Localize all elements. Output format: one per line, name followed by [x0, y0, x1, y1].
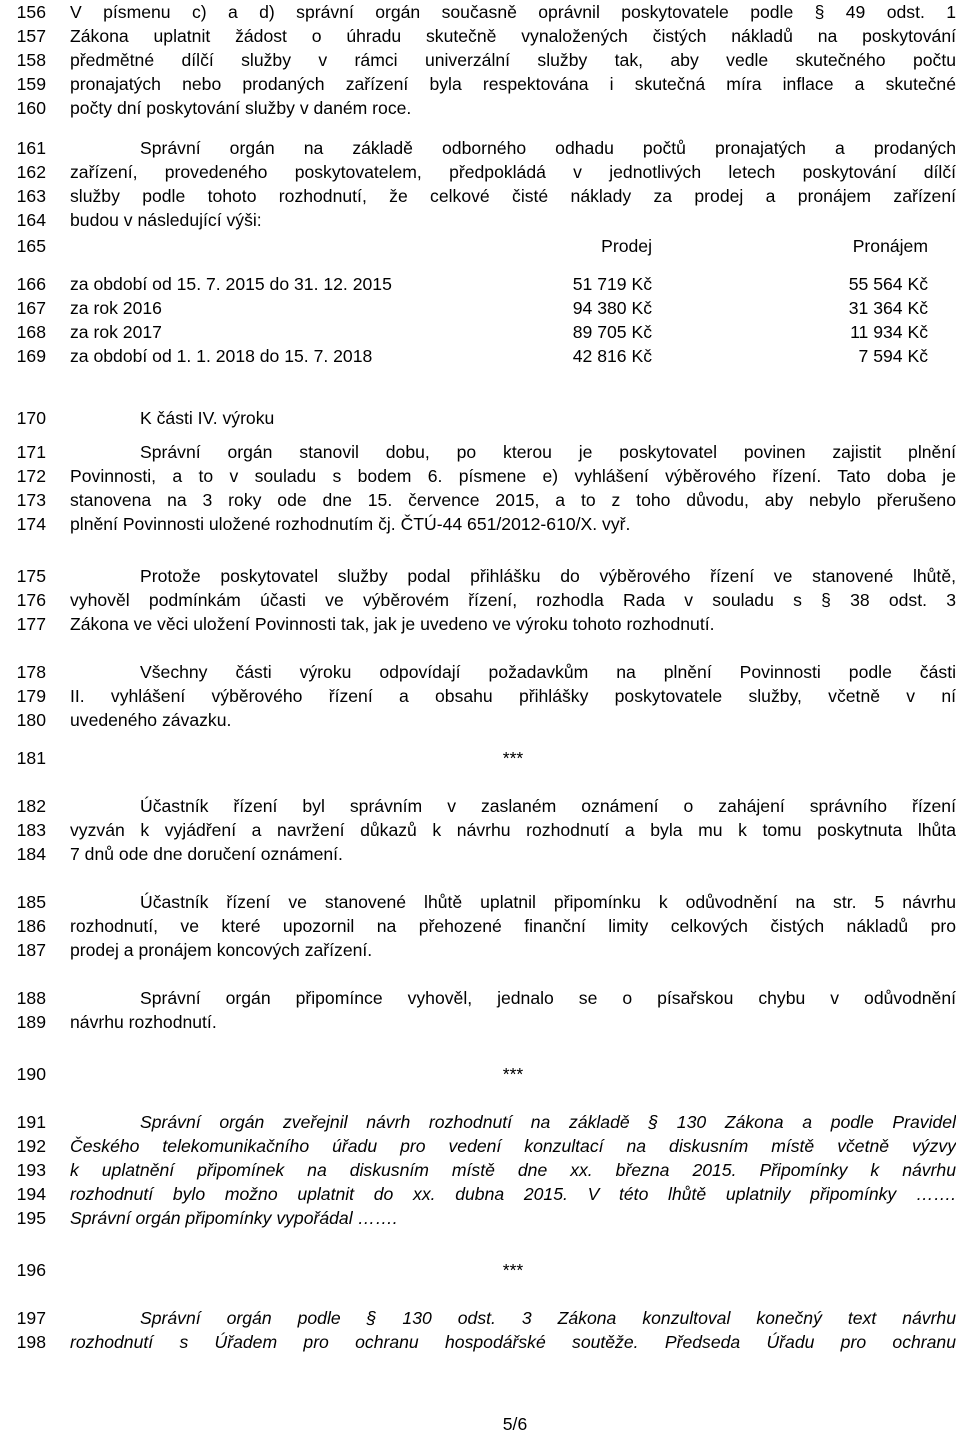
body-line: Správní orgán připomínce vyhověl, jednalo se o písařskou chybu v odůvodnění: [140, 988, 956, 1008]
table-row-pronajem: 31 364 Kč: [848, 298, 928, 318]
body-line: rozhodnutí, ve které upozornil na přehozené finanční limity celkových čistých nákladů pro: [70, 916, 956, 936]
body-line: Účastník řízení ve stanovené lhůtě uplatnil připomínku k odůvodnění na str. 5 návrhu: [140, 892, 956, 912]
line-number: 191: [16, 1112, 46, 1132]
line-number: 182: [16, 796, 46, 816]
line-number: 194: [16, 1184, 46, 1204]
body-line: Správní orgán stanovil dobu, po kterou je poskytovatel povinen zajistit plnění: [140, 442, 956, 462]
line-number: 167: [16, 298, 46, 318]
body-line: prodej a pronájem koncových zařízení.: [70, 940, 373, 960]
line-number: 197: [16, 1308, 46, 1328]
body-line: Protože poskytovatel služby podal přihlášku do výběrového řízení ve stanovené lhůtě,: [140, 566, 956, 586]
table-row-pronajem: 11 934 Kč: [850, 322, 928, 342]
body-line: pronajatých nebo prodaných zařízení byla respektována i skutečná míra inflace a skutečné: [70, 74, 956, 94]
line-number: 165: [16, 236, 46, 256]
line-number: 160: [16, 98, 46, 118]
body-line: rozhodnutí bylo možno uplatnit do xx. dubna 2015. V této lhůtě uplatnily připomínky …….: [70, 1184, 956, 1204]
line-number: 181: [16, 748, 46, 768]
table-row-period: za období od 15. 7. 2015 do 31. 12. 2015: [70, 274, 392, 294]
line-number: 173: [16, 490, 46, 510]
line-number: 180: [16, 710, 46, 730]
body-line: vyhověl podmínkám účasti ve výběrovém řízení, rozhodla Rada v souladu s § 38 odst. 3: [70, 590, 956, 610]
body-line: uvedeného závazku.: [70, 710, 232, 730]
line-number: 168: [16, 322, 46, 342]
body-line: II. vyhlášení výběrového řízení a obsahu přihlášky poskytovatele služby, včetně v ní: [70, 686, 956, 706]
body-line: rozhodnutí s Úřadem pro ochranu hospodářské soutěže. Předseda Úřadu pro ochranu: [70, 1332, 956, 1352]
section-separator: ***: [502, 748, 524, 768]
body-line: zařízení, provedeného poskytovatelem, předpokládá v jednotlivých letech poskytování dílčí: [70, 162, 956, 182]
page-number: 5/6: [502, 1414, 528, 1434]
section-separator: ***: [502, 1260, 524, 1280]
body-line: Povinnosti, a to v souladu s bodem 6. písmene e) vyhlášení výběrového řízení. Tato doba je: [70, 466, 956, 486]
table-row-prodej: 94 380 Kč: [572, 298, 652, 318]
section-separator: ***: [502, 1064, 524, 1084]
line-number: 157: [16, 26, 46, 46]
line-number: 163: [16, 186, 46, 206]
line-number: 196: [16, 1260, 46, 1280]
line-number: 162: [16, 162, 46, 182]
body-line: Zákona ve věci uložení Povinnosti tak, jak je uvedeno ve výroku tohoto rozhodnutí.: [70, 614, 715, 634]
body-line: V písmenu c) a d) správní orgán současně oprávnil poskytovatele podle § 49 odst. 1: [70, 2, 956, 22]
line-number: 179: [16, 686, 46, 706]
body-line: Všechny části výroku odpovídají požadavkům na plnění Povinnosti podle části: [140, 662, 956, 682]
line-number: 156: [16, 2, 46, 22]
body-line: Správní orgán na základě odborného odhadu počtů pronajatých a prodaných: [140, 138, 956, 158]
body-line: Účastník řízení byl správním v zaslaném oznámení o zahájení správního řízení: [140, 796, 956, 816]
line-number: 198: [16, 1332, 46, 1352]
line-number: 184: [16, 844, 46, 864]
body-line: Správní orgán zveřejnil návrh rozhodnutí na základě § 130 Zákona a podle Pravidel: [140, 1112, 956, 1132]
body-line: Českého telekomunikačního úřadu pro vedení konzultací na diskusním místě včetně výzvy: [70, 1136, 956, 1156]
table-row-prodej: 42 816 Kč: [572, 346, 652, 366]
body-line: 7 dnů ode dne doručení oznámení.: [70, 844, 343, 864]
line-number: 178: [16, 662, 46, 682]
line-number: 177: [16, 614, 46, 634]
table-header-prodej: Prodej: [601, 236, 652, 256]
line-number: 170: [16, 408, 46, 428]
line-number: 172: [16, 466, 46, 486]
table-row-period: za období od 1. 1. 2018 do 15. 7. 2018: [70, 346, 373, 366]
line-number: 186: [16, 916, 46, 936]
body-line: stanovena na 3 roky ode dne 15. července 2015, a to z toho důvodu, aby nebylo přerušeno: [70, 490, 956, 510]
table-row-pronajem: 7 594 Kč: [858, 346, 928, 366]
body-line: Správní orgán připomínky vypořádal …….: [70, 1208, 398, 1228]
line-number: 164: [16, 210, 46, 230]
section-heading: K části IV. výroku: [140, 408, 275, 428]
line-number: 159: [16, 74, 46, 94]
line-number: 166: [16, 274, 46, 294]
table-row-period: za rok 2016: [70, 298, 162, 318]
table-row-prodej: 51 719 Kč: [572, 274, 652, 294]
table-row-prodej: 89 705 Kč: [572, 322, 652, 342]
body-line: Správní orgán podle § 130 odst. 3 Zákona konzultoval konečný text návrhu: [140, 1308, 956, 1328]
body-line: předmětné dílčí služby v rámci univerzální služby tak, aby vedle skutečného počtu: [70, 50, 956, 70]
line-number: 193: [16, 1160, 46, 1180]
body-line: vyzván k vyjádření a navržení důkazů k návrhu rozhodnutí a byla mu k tomu poskytnuta lhůta: [70, 820, 956, 840]
table-row-period: za rok 2017: [70, 322, 162, 342]
line-number: 190: [16, 1064, 46, 1084]
line-number: 187: [16, 940, 46, 960]
line-number: 189: [16, 1012, 46, 1032]
line-number: 169: [16, 346, 46, 366]
line-number: 176: [16, 590, 46, 610]
body-line: počty dní poskytování služby v daném roce.: [70, 98, 412, 118]
line-number: 192: [16, 1136, 46, 1156]
line-number: 174: [16, 514, 46, 534]
body-line: plnění Povinnosti uložené rozhodnutím čj. ČTÚ-44 651/2012-610/X. vyř.: [70, 514, 631, 534]
line-number: 183: [16, 820, 46, 840]
body-line: služby podle tohoto rozhodnutí, že celkové čisté náklady za prodej a pronájem zařízení: [70, 186, 956, 206]
line-number: 188: [16, 988, 46, 1008]
line-number: 185: [16, 892, 46, 912]
body-line: návrhu rozhodnutí.: [70, 1012, 217, 1032]
table-header-pronajem: Pronájem: [852, 236, 928, 256]
line-number: 171: [16, 442, 46, 462]
body-line: Zákona uplatnit žádost o úhradu skutečně vynaložených čistých nákladů na poskytování: [70, 26, 956, 46]
body-line: k uplatnění připomínek na diskusním místě dne xx. března 2015. Připomínky k návrhu: [70, 1160, 956, 1180]
line-number: 161: [16, 138, 46, 158]
table-row-pronajem: 55 564 Kč: [848, 274, 928, 294]
line-number: 195: [16, 1208, 46, 1228]
line-number: 158: [16, 50, 46, 70]
body-line: budou v následující výši:: [70, 210, 262, 230]
line-number: 175: [16, 566, 46, 586]
